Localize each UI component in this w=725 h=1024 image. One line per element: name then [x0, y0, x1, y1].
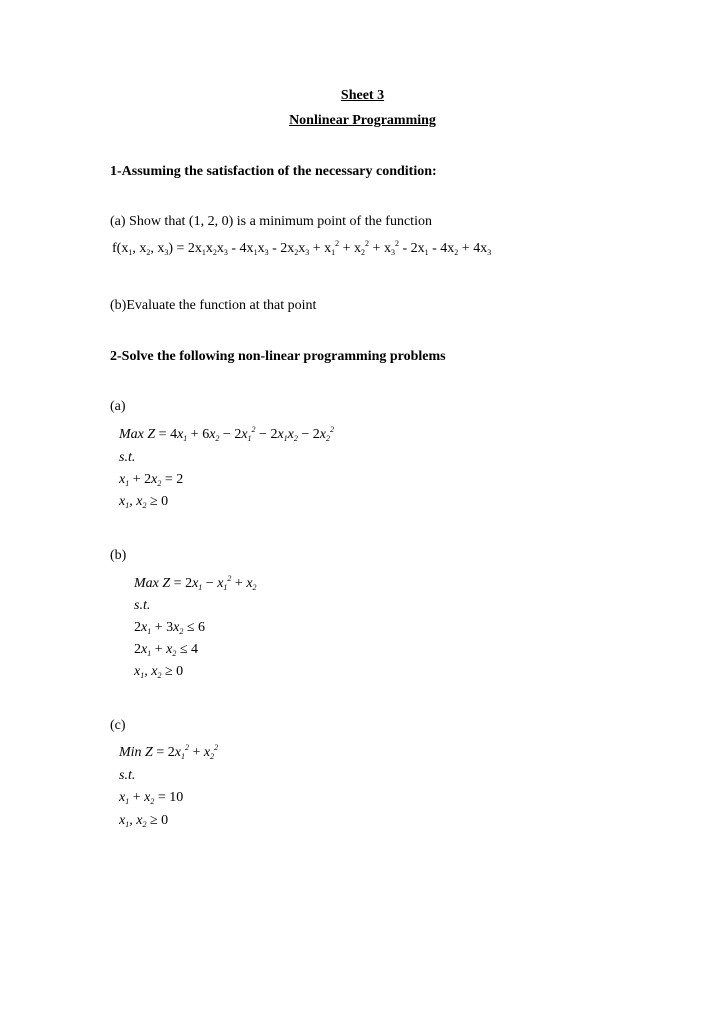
- problem-a-objective: Max $Z = 4x_1 + 6x_2 - 2x_1^2 - 2x_1x_2 - 2x_2^2$: [119, 425, 335, 443]
- problem-c-st: s.t.: [119, 768, 136, 783]
- problem-a-label: (a): [110, 399, 126, 414]
- question-1b-text: (b)Evaluate the function at that point: [110, 298, 317, 313]
- problem-a-st: s.t.: [119, 450, 136, 465]
- problem-a-constraint-1: $x_1 + 2x_2 = 2$: [119, 472, 184, 488]
- problem-c-nonnegativity: $x_1$, $x_2 \ge 0$: [119, 813, 169, 829]
- problem-c-objective: Min $Z = 2x_1^2 + x_2^2$: [119, 743, 219, 761]
- problem-b-objective: Max $Z = 2x_1 - x_1^2 + x_2$: [134, 574, 257, 592]
- sheet-subtitle: Nonlinear Programming: [289, 113, 436, 128]
- problem-b-constraint-1: $2x_1 + 3x_2 \le 6$: [134, 620, 206, 636]
- question-1-heading: 1-Assuming the satisfaction of the necessary condition:: [110, 164, 437, 179]
- problem-a-nonnegativity: $x_1$, $x_2 \ge 0$: [119, 494, 169, 510]
- problem-b-label: (b): [110, 548, 127, 563]
- question-2-heading: 2-Solve the following non-linear programming problems: [110, 349, 446, 364]
- problem-c-label: (c): [110, 718, 126, 733]
- problem-b-constraint-2: $2x_1 + x_2 \le 4$: [134, 642, 199, 658]
- sheet-title: Sheet 3: [340, 88, 385, 103]
- problem-b-st: s.t.: [134, 598, 151, 613]
- problem-c-constraint-1: $x_1 + x_2 = 10$: [119, 790, 184, 806]
- objective-function-1: $f(x_1$, $x_2$, $x_3) = 2x_1x_2x_3 - 4x_1x_3 - 2x_2x_3 + x_1^2 + x_2^2 + x_3^2 - 2x_1 - 4x_2 + 4x_3$: [112, 239, 492, 257]
- problem-b-nonnegativity: $x_1$, $x_2 \ge 0$: [134, 664, 184, 680]
- question-1a-text: (a) Show that (1, 2, 0) is a minimum point of the function: [110, 214, 432, 229]
